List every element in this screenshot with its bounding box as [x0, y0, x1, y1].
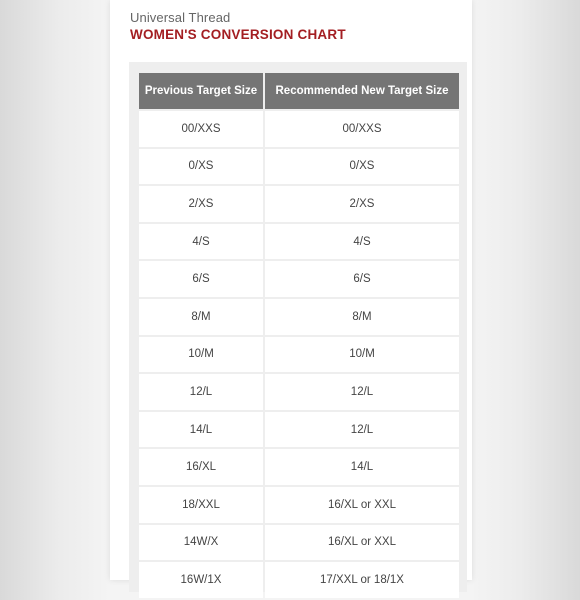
size-conversion-table — [137, 71, 461, 600]
previous-size-cell: 00/XXS — [139, 111, 263, 147]
previous-size-cell: 18/XXL — [139, 487, 263, 523]
table-row — [139, 149, 459, 185]
previous-size-cell: 14W/X — [139, 525, 263, 561]
recommended-size-cell: 00/XXS — [265, 111, 459, 147]
chart-title: WOMEN'S CONVERSION CHART — [130, 27, 346, 42]
table-row — [139, 449, 459, 485]
table-row — [139, 299, 459, 335]
previous-size-cell: 4/S — [139, 224, 263, 260]
table-row — [139, 224, 459, 260]
recommended-size-cell: 17/XXL or 18/1X — [265, 562, 459, 598]
table-row — [139, 337, 459, 373]
table-row — [139, 374, 459, 410]
previous-size-cell: 10/M — [139, 337, 263, 373]
recommended-size-cell: 4/S — [265, 224, 459, 260]
table-body — [139, 111, 459, 598]
previous-size-cell: 8/M — [139, 299, 263, 335]
table-row — [139, 487, 459, 523]
recommended-size-cell: 8/M — [265, 299, 459, 335]
recommended-size-cell: 0/XS — [265, 149, 459, 185]
table-row — [139, 186, 459, 222]
recommended-size-cell: 2/XS — [265, 186, 459, 222]
column-header-recommended-size: Recommended New Target Size — [265, 73, 459, 109]
previous-size-cell: 6/S — [139, 261, 263, 297]
brand-name: Universal Thread — [130, 10, 231, 25]
recommended-size-cell: 10/M — [265, 337, 459, 373]
previous-size-cell: 16/XL — [139, 449, 263, 485]
previous-size-cell: 2/XS — [139, 186, 263, 222]
recommended-size-cell: 12/L — [265, 412, 459, 448]
table-header-row — [139, 73, 459, 109]
recommended-size-cell: 14/L — [265, 449, 459, 485]
previous-size-cell: 14/L — [139, 412, 263, 448]
table-row — [139, 412, 459, 448]
column-header-previous-size: Previous Target Size — [139, 73, 263, 109]
previous-size-cell: 0/XS — [139, 149, 263, 185]
previous-size-cell: 16W/1X — [139, 562, 263, 598]
recommended-size-cell: 12/L — [265, 374, 459, 410]
table-row — [139, 261, 459, 297]
recommended-size-cell: 16/XL or XXL — [265, 525, 459, 561]
table-row — [139, 525, 459, 561]
conversion-chart-card — [110, 0, 472, 586]
previous-size-cell: 12/L — [139, 374, 263, 410]
table-row — [139, 111, 459, 147]
table-panel — [129, 62, 467, 592]
recommended-size-cell: 16/XL or XXL — [265, 487, 459, 523]
recommended-size-cell: 6/S — [265, 261, 459, 297]
